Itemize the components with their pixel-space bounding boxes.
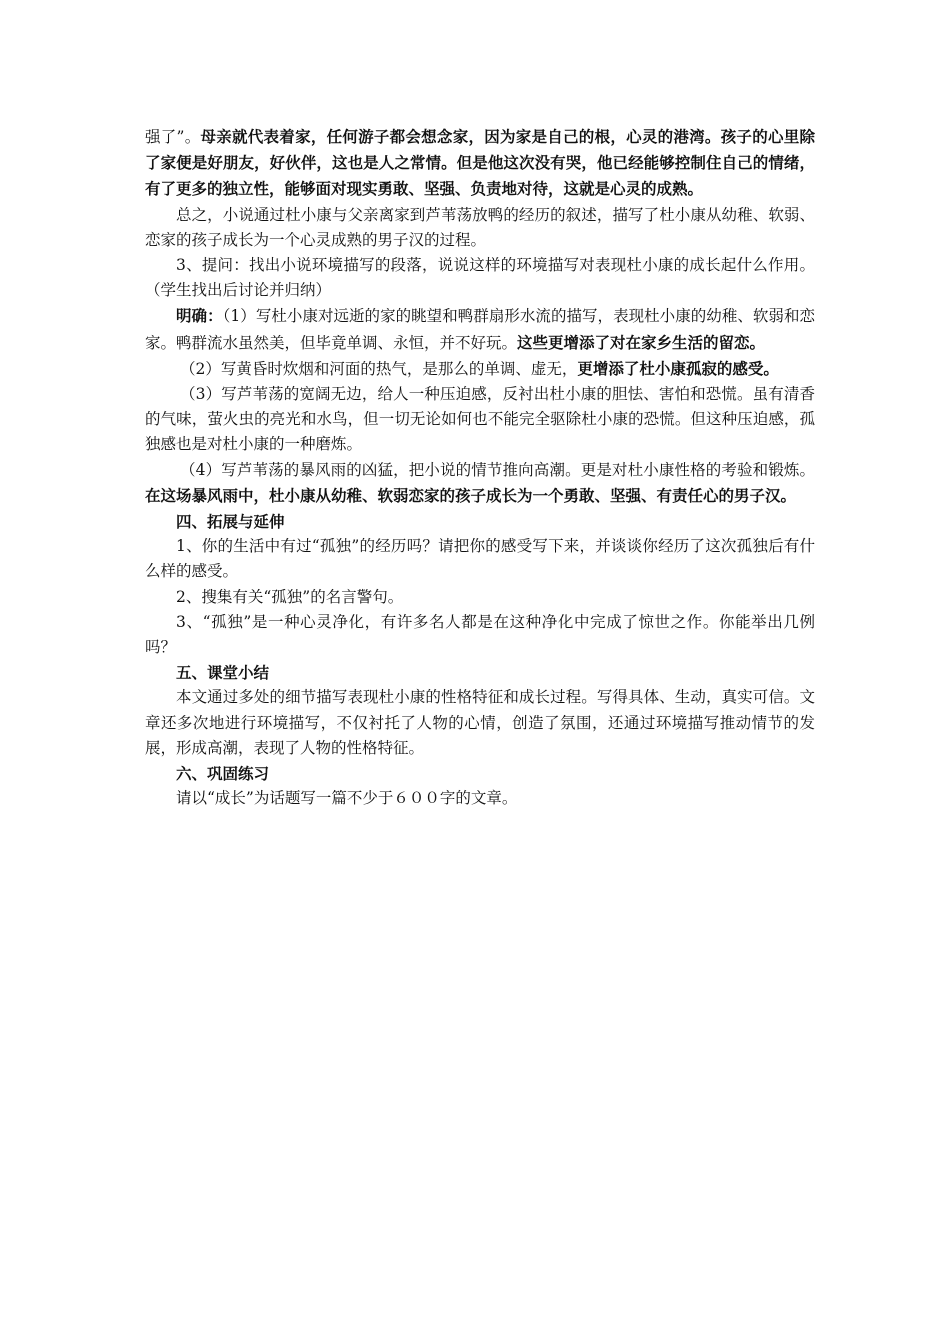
paragraph-answer-1 (145, 303, 815, 355)
bold-text-run: 母亲就代表着家，任何游子都会想念家，因为家是自己的根，心灵的港湾。孩子的心里除了家便是好朋友，好伙伴，这也是人之常情。但是他这次没有哭，他已经能够控制住自己的情绪，有了更多的独立性，能够面对现实勇敢、坚强、负责地对待，这就是心灵的成熟。 (145, 127, 815, 199)
text-run: （4）写芦苇荡的暴风雨的凶猛，把小说的情节推向高潮。更是对杜小康性格的考验和锻炼。 (180, 460, 815, 479)
bold-text-run: 这些更增添了对在家乡生活的留恋。 (517, 332, 766, 352)
section-heading-summary: 五、课堂小结 (176, 663, 270, 683)
paragraph-question-3: 3、提问：找出小说环境描写的段落，说说这样的环境描写对表现杜小康的成长起什么作用。（学生找出后讨论并归纳） (145, 256, 815, 300)
paragraph-extension-3: 3、“孤独”是一种心灵净化，有许多名人都是在这种净化中完成了惊世之作。你能举出几例吗？ (145, 612, 815, 657)
bold-text-run: 更增添了杜小康孤寂的感受。 (577, 358, 779, 378)
answer-label: 明确： (176, 306, 223, 326)
paragraph-answer-3: （3）写芦苇荡的宽阔无边，给人一种压迫感，反衬出杜小康的胆怯、害怕和恐慌。虽有清香的气味，萤火虫的亮光和水鸟，但一切无论如何也不能完全驱除杜小康的恐慌。但这种压迫感，孤独感也是对杜小康的一种磨炼。 (145, 385, 815, 454)
paragraph-summary: 总之，小说通过杜小康与父亲离家到芦苇荡放鸭的经历的叙述，描写了杜小康从幼稚、软弱、恋家的孩子成长为一个心灵成熟的男子汉的过程。 (145, 205, 815, 249)
paragraph-extension-1: 1、你的生活中有过“孤独”的经历吗？请把你的感受写下来，并谈谈你经历了这次孤独后有什么样的感受。 (145, 537, 815, 581)
paragraph-extension-2: 2、搜集有关“孤独”的名言警句。 (176, 587, 404, 606)
text-run: （1）写杜小康对远逝的家的眺望和鸭群扇形水流的描写，表现杜小康的幼稚、软弱和恋家。鸭群流水虽然美，但毕竟单调、永恒，并不好玩。 (145, 307, 815, 352)
paragraph-answer-2 (145, 356, 815, 382)
paragraph-answer-4 (145, 458, 815, 509)
paragraph-practice: 请以“成长”为话题写一篇不少于６００字的文章。 (176, 789, 518, 808)
document-page (145, 124, 815, 811)
paragraph-mother-home (145, 124, 815, 203)
text-run: 强了”。 (145, 128, 201, 146)
section-heading-extension: 四、拓展与延伸 (176, 512, 285, 532)
bold-text-run: 在这场暴风雨中，杜小康从幼稚、软弱恋家的孩子成长为一个勇敢、坚强、有责任心的男子汉。 (145, 485, 797, 505)
section-heading-practice: 六、巩固练习 (176, 764, 270, 784)
text-run: （2）写黄昏时炊烟和河面的热气，是那么的单调、虚无， (180, 359, 578, 378)
paragraph-class-summary: 本文通过多处的细节描写表现杜小康的性格特征和成长过程。写得具体、生动，真实可信。文章还多次地进行环境描写，不仅衬托了人物的心情，创造了氛围，还通过环境描写推动情节的发展，形成高潮，表现了人物的性格特征。 (145, 688, 815, 757)
